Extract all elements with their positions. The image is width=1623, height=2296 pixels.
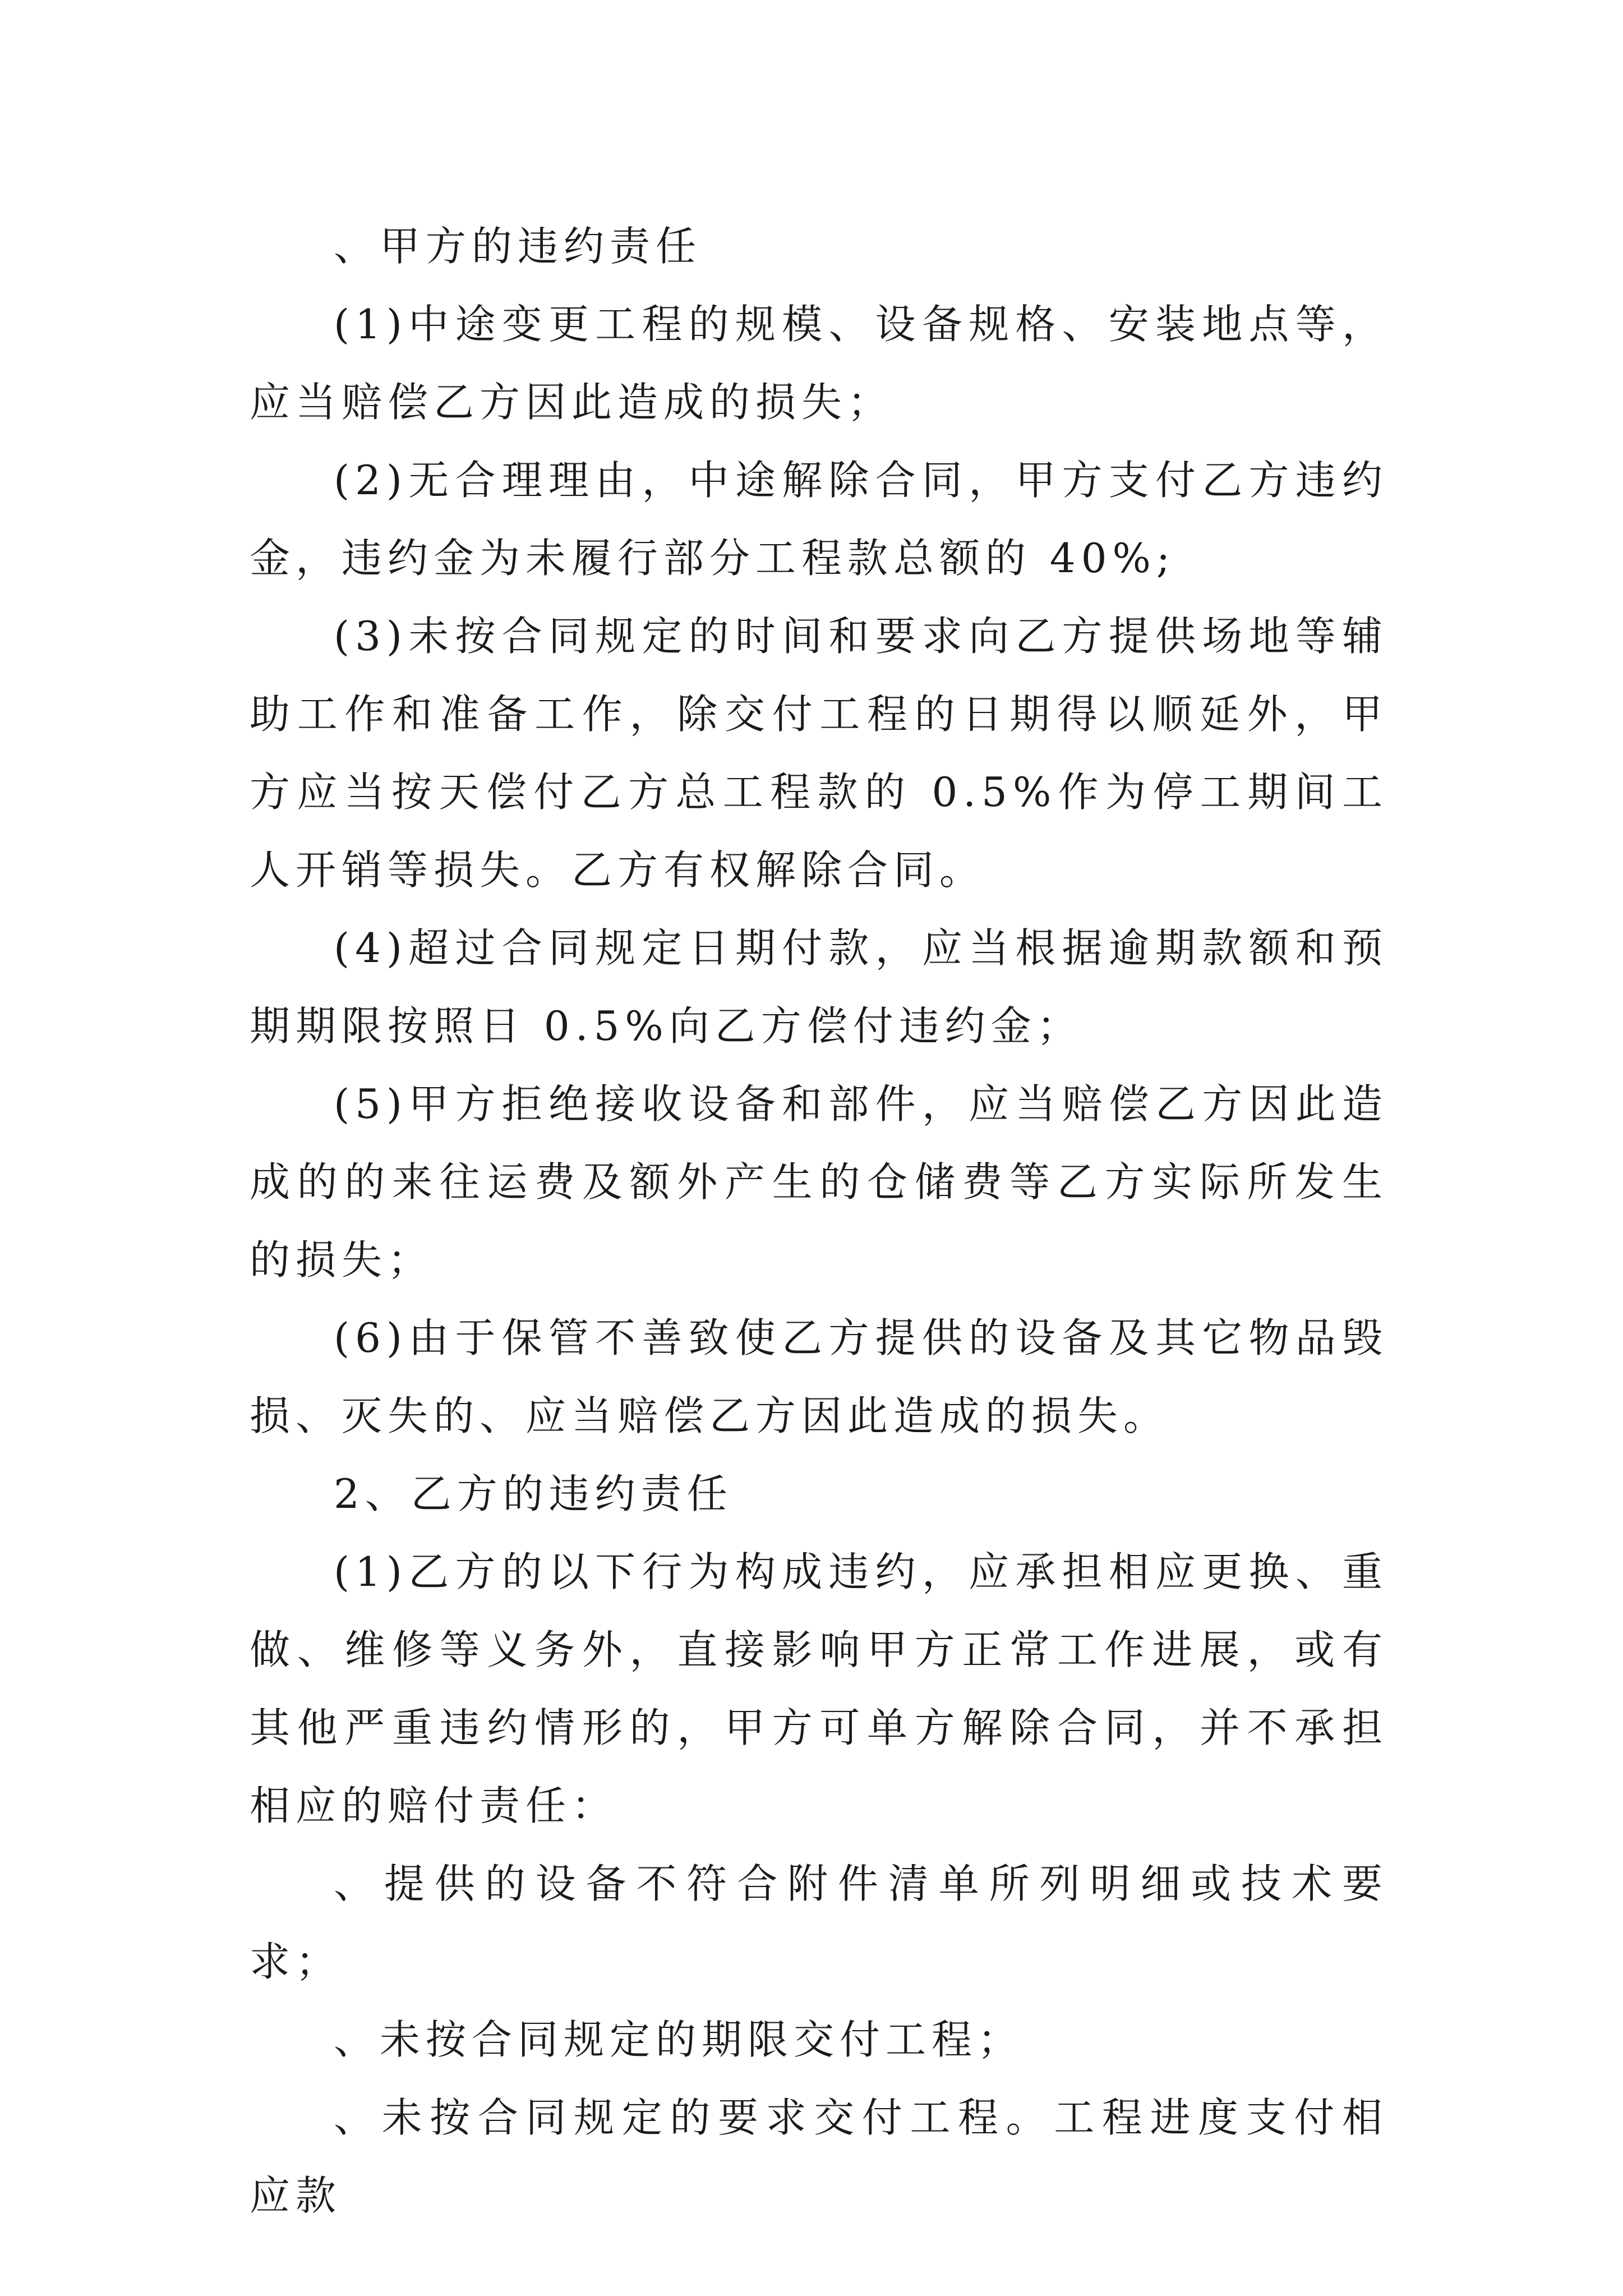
clause-a-3: (3)未按合同规定的时间和要求向乙方提供场地等辅助工作和准备工作，除交付工程的日期得以顺延外，甲方应当按天偿付乙方总工程款的 0.5%作为停工期间工人开销等损失。乙方有权解除合同。 xyxy=(250,613,1388,894)
heading-party-a-liability: 、甲方的违约责任 xyxy=(334,223,702,270)
clause-b-1-item-3: 、未按合同规定的要求交付工程。工程进度支付相应款 xyxy=(250,2094,1388,2219)
heading-party-b-liability: 2、乙方的违约责任 xyxy=(334,1470,733,1517)
document-body xyxy=(250,208,1388,2235)
clause-b-1-item-1: 、提供的设备不符合附件清单所列明细或技术要求； xyxy=(250,1860,1388,1985)
clause-a-6: (6)由于保管不善致使乙方提供的设备及其它物品毁损、灭失的、应当赔偿乙方因此造成的损失。 xyxy=(250,1314,1388,1439)
clause-a-4: (4)超过合同规定日期付款，应当根据逾期款额和预期期限按照日 0.5%向乙方偿付违约金； xyxy=(250,924,1388,1050)
clause-a-2: (2)无合理理由，中途解除合同，甲方支付乙方违约金，违约金为未履行部分工程款总额的 40%; xyxy=(250,457,1388,582)
clause-a-1: (1)中途变更工程的规模、设备规格、安装地点等，应当赔偿乙方因此造成的损失； xyxy=(250,301,1388,426)
clause-a-5: (5)甲方拒绝接收设备和部件，应当赔偿乙方因此造成的的来往运费及额外产生的仓储费等乙方实际所发生的损失； xyxy=(250,1080,1388,1283)
clause-b-1-item-2: 、未按合同规定的期限交付工程； xyxy=(334,2016,1024,2063)
clause-b-1: (1)乙方的以下行为构成违约，应承担相应更换、重做、维修等义务外，直接影响甲方正常工作进展，或有其他严重违约情形的，甲方可单方解除合同，并不承担相应的赔付责任： xyxy=(250,1548,1388,1829)
